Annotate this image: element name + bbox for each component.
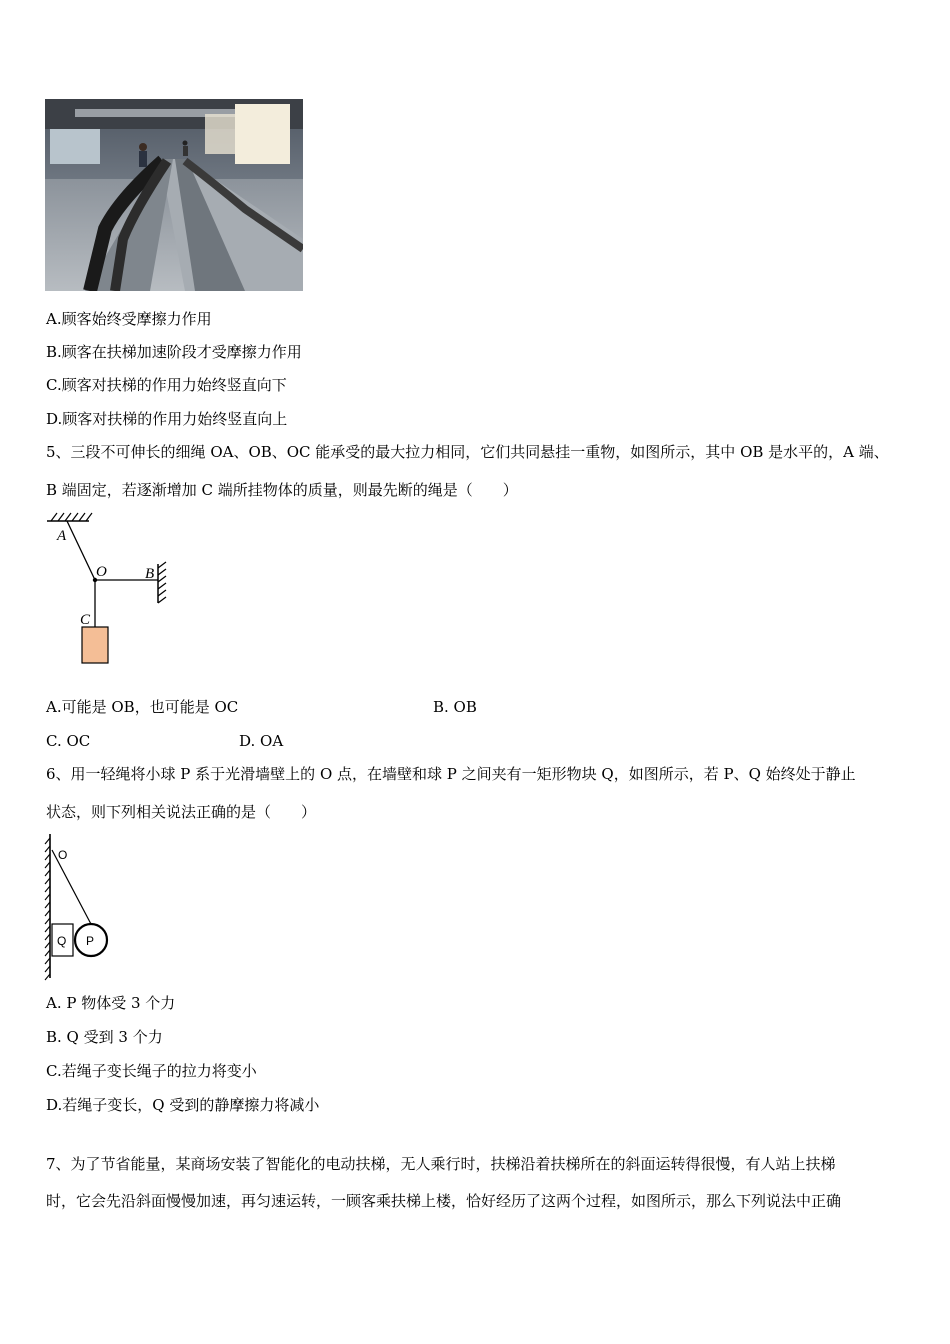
- q5-option-a: A.可能是 OB，也可能是 OC: [46, 698, 239, 716]
- q6-question-line-2: 状态，则下列相关说法正确的是（ ）: [46, 803, 317, 821]
- q5-option-b: B. OB: [433, 698, 477, 716]
- q6-option-c: C.若绳子变长绳子的拉力将变小: [46, 1062, 257, 1080]
- q6-question-line-1: 6、用一轻绳将小球 P 系于光滑墙壁上的 O 点，在墙壁和球 P 之间夹有一矩形物块 Q，如图所示，若 P、Q 始终处于静止: [46, 765, 856, 783]
- label-b: B: [145, 566, 155, 582]
- q4-option-d: D.顾客对扶梯的作用力始终竖直向上: [46, 410, 288, 428]
- label-a: A: [57, 528, 67, 544]
- q5-question-line-1: 5、三段不可伸长的细绳 OA、OB、OC 能承受的最大拉力相同，它们共同悬挂一重物，如图所示，其中 OB 是水平的，A 端、: [46, 443, 889, 461]
- q4-option-a: A.顾客始终受摩擦力作用: [46, 310, 212, 328]
- q5-question-line-2: B 端固定，若逐渐增加 C 端所挂物体的质量，则最先断的绳是（ ）: [46, 481, 518, 499]
- label-o: O: [58, 848, 68, 862]
- q4-option-c: C.顾客对扶梯的作用力始终竖直向下: [46, 376, 287, 394]
- q5-rope-figure: [45, 508, 175, 668]
- label-o: O: [96, 564, 107, 580]
- q5-option-d: D. OA: [239, 732, 284, 750]
- q4-option-b: B.顾客在扶梯加速阶段才受摩擦力作用: [46, 343, 302, 361]
- q5-option-c: C. OC: [46, 732, 91, 750]
- q6-option-d: D.若绳子变长，Q 受到的静摩擦力将减小: [46, 1096, 320, 1114]
- q7-question-line-2: 时，它会先沿斜面慢慢加速，再匀速运转，一顾客乘扶梯上楼，恰好经历了这两个过程，如图所示，那么下列说法中正确: [46, 1192, 842, 1210]
- q6-option-a: A. P 物体受 3 个力: [46, 994, 176, 1012]
- label-p: P: [86, 934, 95, 948]
- q6-option-b: B. Q 受到 3 个力: [46, 1028, 163, 1046]
- label-c: C: [80, 612, 91, 628]
- moving-walkway-photo: [45, 99, 303, 291]
- q7-question-line-1: 7、为了节省能量，某商场安装了智能化的电动扶梯，无人乘行时，扶梯沿着扶梯所在的斜面运转得很慢，有人站上扶梯: [46, 1155, 836, 1173]
- q6-wall-ball-figure: [40, 832, 120, 982]
- label-q: Q: [57, 934, 67, 948]
